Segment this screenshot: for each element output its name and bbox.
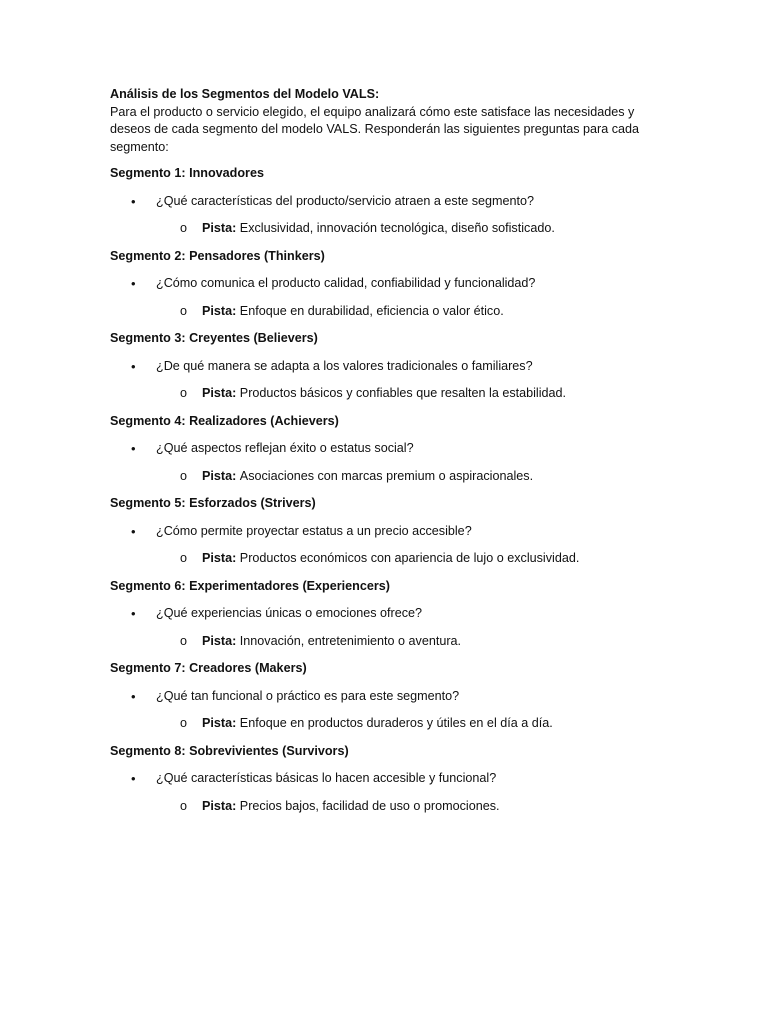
question-item xyxy=(110,193,655,211)
hint-text: Productos básicos y confiables que resalten la estabilidad. xyxy=(239,386,567,400)
hint-item xyxy=(110,633,655,651)
question-item xyxy=(110,688,655,706)
document-title: Análisis de los Segmentos del Modelo VALS: xyxy=(110,87,380,101)
sub-bullet-icon: o xyxy=(180,798,188,813)
document-intro: Para el producto o servicio elegido, el equipo analizará cómo este satisface las necesidades y deseos de cada segmento del modelo VALS. Responderán las siguientes preguntas para cada segmento: xyxy=(110,104,640,154)
hint-label: Pista: xyxy=(202,468,240,483)
question-item xyxy=(110,440,655,458)
bullet-icon: • xyxy=(131,193,136,209)
hint-text: Productos económicos con apariencia de lujo o exclusividad. xyxy=(239,551,580,565)
segment-section-1 xyxy=(110,165,655,238)
hint-item xyxy=(110,468,655,486)
hint-text: Precios bajos, facilidad de uso o promociones. xyxy=(239,798,500,813)
segment-section-4 xyxy=(110,413,655,486)
sub-bullet-icon: o xyxy=(180,386,188,400)
question-text: ¿Qué experiencias únicas o emociones ofrece? xyxy=(156,606,423,620)
question-item xyxy=(110,275,655,293)
segment-section-8 xyxy=(110,743,655,816)
segment-heading: Segmento 4: Realizadores (Achievers) xyxy=(110,413,339,428)
hint-text: Enfoque en durabilidad, eficiencia o valor ético. xyxy=(239,303,504,318)
hint-item xyxy=(110,550,655,568)
segment-heading: Segmento 6: Experimentadores (Experiencers) xyxy=(110,578,390,593)
hint-text: Enfoque en productos duraderos y útiles en el día a día. xyxy=(239,716,553,730)
segment-heading: Segmento 1: Innovadores xyxy=(110,166,264,180)
segment-section-7 xyxy=(110,660,655,733)
hint-item xyxy=(110,220,655,238)
question-item xyxy=(110,358,655,376)
question-text: ¿Qué tan funcional o práctico es para este segmento? xyxy=(156,688,460,703)
question-text: ¿Cómo permite proyectar estatus a un precio accesible? xyxy=(156,523,472,538)
document-page xyxy=(110,86,655,825)
segment-heading: Segmento 5: Esforzados (Strivers) xyxy=(110,496,316,510)
sub-bullet-icon: o xyxy=(180,551,188,565)
bullet-icon: • xyxy=(131,606,136,621)
hint-label: Pista: xyxy=(202,386,240,400)
question-text: ¿Cómo comunica el producto calidad, confiabilidad y funcionalidad? xyxy=(156,276,536,290)
hint-label: Pista: xyxy=(202,633,240,648)
hint-text: Innovación, entretenimiento o aventura. xyxy=(239,633,462,648)
segment-heading: Segmento 7: Creadores (Makers) xyxy=(110,661,307,675)
sub-bullet-icon: o xyxy=(180,303,188,318)
sub-bullet-icon: o xyxy=(180,716,188,730)
segment-section-6 xyxy=(110,578,655,651)
question-text: ¿Qué características del producto/servicio atraen a este segmento? xyxy=(156,193,535,208)
sub-bullet-icon: o xyxy=(180,468,188,483)
sub-bullet-icon: o xyxy=(180,633,188,648)
hint-item xyxy=(110,385,655,403)
segments-list xyxy=(110,165,655,815)
segment-heading: Segmento 3: Creyentes (Believers) xyxy=(110,331,318,345)
bullet-icon: • xyxy=(131,358,136,374)
hint-item xyxy=(110,715,655,733)
hint-label: Pista: xyxy=(202,551,240,565)
bullet-icon: • xyxy=(131,771,136,786)
question-text: ¿De qué manera se adapta a los valores tradicionales o familiares? xyxy=(156,358,533,373)
question-item xyxy=(110,523,655,541)
hint-label: Pista: xyxy=(202,798,240,813)
segment-section-5 xyxy=(110,495,655,568)
hint-item xyxy=(110,798,655,816)
segment-heading: Segmento 2: Pensadores (Thinkers) xyxy=(110,248,325,263)
question-item xyxy=(110,770,655,788)
question-text: ¿Qué características básicas lo hacen accesible y funcional? xyxy=(156,771,497,785)
bullet-icon: • xyxy=(131,441,136,456)
question-item xyxy=(110,605,655,623)
bullet-icon: • xyxy=(131,276,136,291)
hint-text: Exclusividad, innovación tecnológica, diseño sofisticado. xyxy=(239,221,555,235)
hint-text: Asociaciones con marcas premium o aspiracionales. xyxy=(239,468,534,483)
hint-label: Pista: xyxy=(202,221,240,235)
bullet-icon: • xyxy=(131,523,136,539)
hint-item xyxy=(110,303,655,321)
bullet-icon: • xyxy=(131,688,136,704)
segment-section-2 xyxy=(110,248,655,321)
hint-label: Pista: xyxy=(202,716,240,730)
sub-bullet-icon: o xyxy=(180,221,188,235)
question-text: ¿Qué aspectos reflejan éxito o estatus social? xyxy=(156,441,414,455)
segment-heading: Segmento 8: Sobrevivientes (Survivors) xyxy=(110,743,349,758)
segment-section-3 xyxy=(110,330,655,403)
hint-label: Pista: xyxy=(202,303,240,318)
